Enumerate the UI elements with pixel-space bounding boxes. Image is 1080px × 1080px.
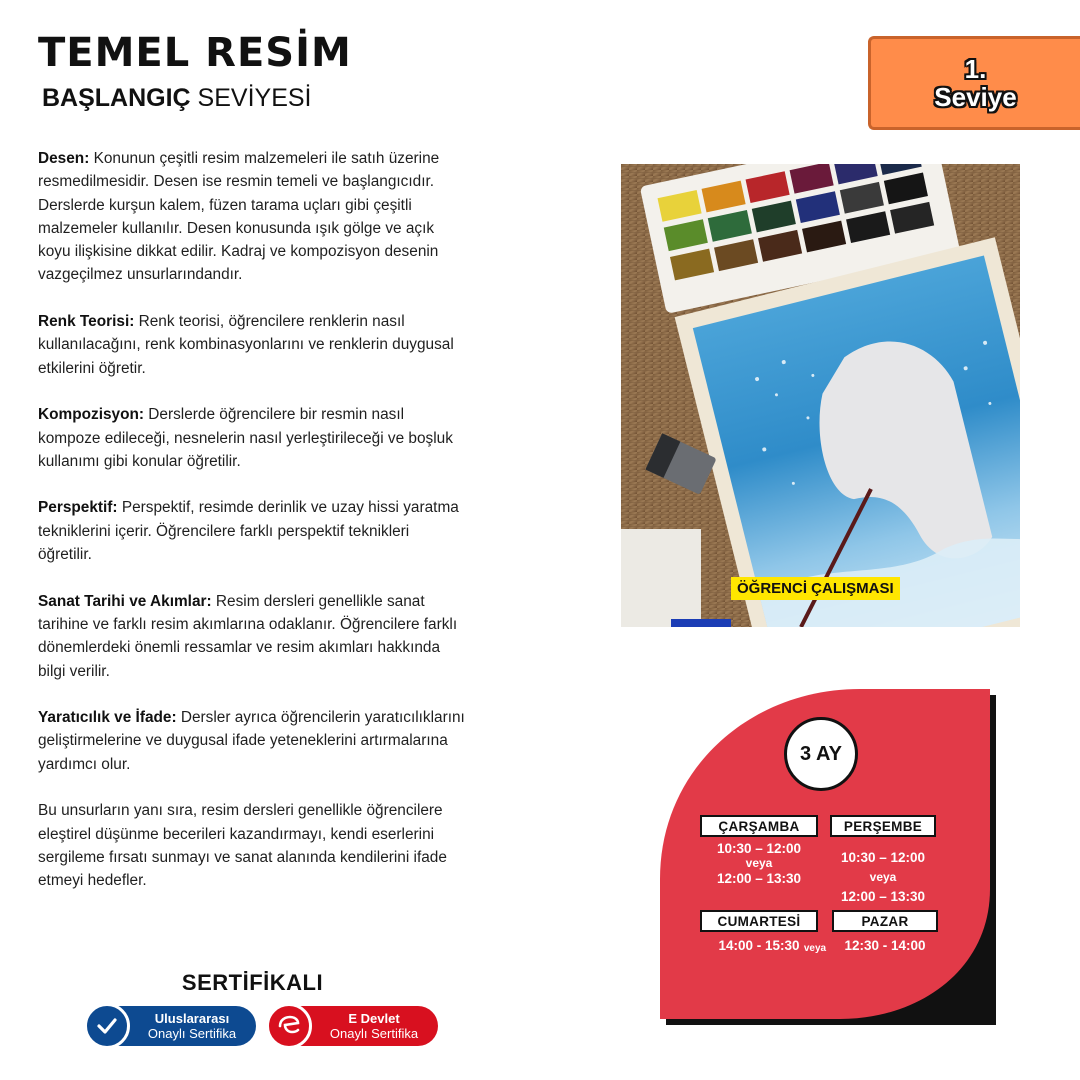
section-heading: Sanat Tarihi ve Akımlar: <box>38 592 212 610</box>
section-text: Bu unsurların yanı sıra, resim dersleri genellikle öğrencilere eleştirel düşünme becerileri kazandırmayı, kendi eserlerini sergileme fırsatı sunmayı ve sanat alanında kendilerini ifade etmeyi hedefler. <box>38 802 447 890</box>
day-carsamba: ÇARŞAMBA <box>700 815 818 837</box>
weekend-or-text: veya <box>803 943 827 954</box>
page-subtitle <box>42 84 312 113</box>
or-text: veya <box>869 869 897 884</box>
time-cumartesi: 14:00 - 15:30 <box>718 938 800 953</box>
day-pazar: PAZAR <box>832 910 938 932</box>
level-number: 1. <box>964 54 987 84</box>
section-renk-teorisi <box>38 310 466 380</box>
day-cumartesi: CUMARTESİ <box>700 910 818 932</box>
section-text: Perspektif, resimde derinlik ve uzay hissi yaratma tekniklerini içerir. Öğrencilere farklı perspektif teknikleri öğretilir. <box>38 499 459 564</box>
certificate-line2: Onaylı Sertifika <box>329 1026 419 1041</box>
certificate-line1: E Devlet <box>348 1011 400 1026</box>
section-heading: Perspektif: <box>38 499 118 517</box>
section-sanat-tarihi <box>38 590 466 683</box>
time-pazar: 12:30 - 14:00 <box>844 938 926 953</box>
section-heading: Kompozisyon: <box>38 406 145 424</box>
section-heading: Desen: <box>38 150 90 167</box>
course-description <box>38 147 466 916</box>
times-carsamba <box>690 841 828 886</box>
artwork-illustration <box>621 164 1020 627</box>
subtitle-level: BAŞLANGIÇ <box>42 84 191 112</box>
section-heading: Renk Teorisi: <box>38 313 135 331</box>
section-text: Dersler ayrıca öğrencilerin yaratıcılıklarını geliştirmelerine ve duygusal ifade yeteneklerini artırmalarına yardımcı olur. <box>38 709 465 773</box>
or-text: veya <box>745 856 773 870</box>
time-slot: 12:00 – 13:30 <box>716 871 802 886</box>
certificate-line2: Onaylı Sertifika <box>147 1026 237 1041</box>
section-perspektif <box>38 496 466 566</box>
day-persembe: PERŞEMBE <box>830 815 936 837</box>
section-text: Renk teorisi, öğrencilere renklerin nasıl kullanılacağını, renk kombinasyonlarını ve renklerin duygusal etkilerini öğretir. <box>38 313 454 377</box>
time-slot: 10:30 – 12:00 <box>716 841 802 856</box>
time-slot: 10:30 – 12:00 <box>840 850 926 865</box>
photo-caption: ÖĞRENCİ ÇALIŞMASI <box>731 577 900 600</box>
section-text: Konunun çeşitli resim malzemeleri ile satıh üzerine resmedilmesidir. Desen ise resmin temeli ve başlangıcıdır. Derslerde kurşun kalem, füzen tarama uçları gibi çeşitli malzemeler kullanılır. Desen konusunda ışık gölge ve açık koyu ilişkisine dikkat edilir. Kadraj ve kompozisyon desenin vazgeçilmez unsurlarındandır. <box>38 150 440 284</box>
section-desen <box>38 147 466 287</box>
section-kompozisyon <box>38 403 466 473</box>
section-yaraticilik <box>38 706 466 776</box>
student-artwork-photo <box>621 164 1020 627</box>
e-devlet-logo-icon <box>266 1003 312 1049</box>
time-slot: 12:00 – 13:30 <box>840 889 926 904</box>
certificate-line1: Uluslararası <box>154 1011 230 1026</box>
level-badge <box>868 36 1080 130</box>
section-heading: Yaratıcılık ve İfade: <box>38 709 177 727</box>
times-persembe <box>822 848 944 907</box>
section-text: Derslerde öğrencilere bir resmin nasıl kompoze edileceği, nesnelerin nasıl yerleştirileceği ve boşluk kullanımı gibi konular öğretilir. <box>38 406 453 470</box>
check-badge-icon <box>84 1003 130 1049</box>
certificate-title: SERTİFİKALI <box>181 970 324 995</box>
page-title: TEMEL RESİM <box>38 30 352 76</box>
course-duration: 3 AY <box>784 717 858 791</box>
level-word: Seviye <box>934 82 1017 112</box>
section-summary <box>38 799 466 892</box>
section-text: Resim dersleri genellikle sanat tarihine ve farklı resim akımlarına odaklanır. Öğrencilere farklı dönemlerdeki önemli ressamlar ve resim akımları hakkında bilgi verilir. <box>38 592 458 680</box>
subtitle-suffix: SEVİYESİ <box>190 84 312 112</box>
